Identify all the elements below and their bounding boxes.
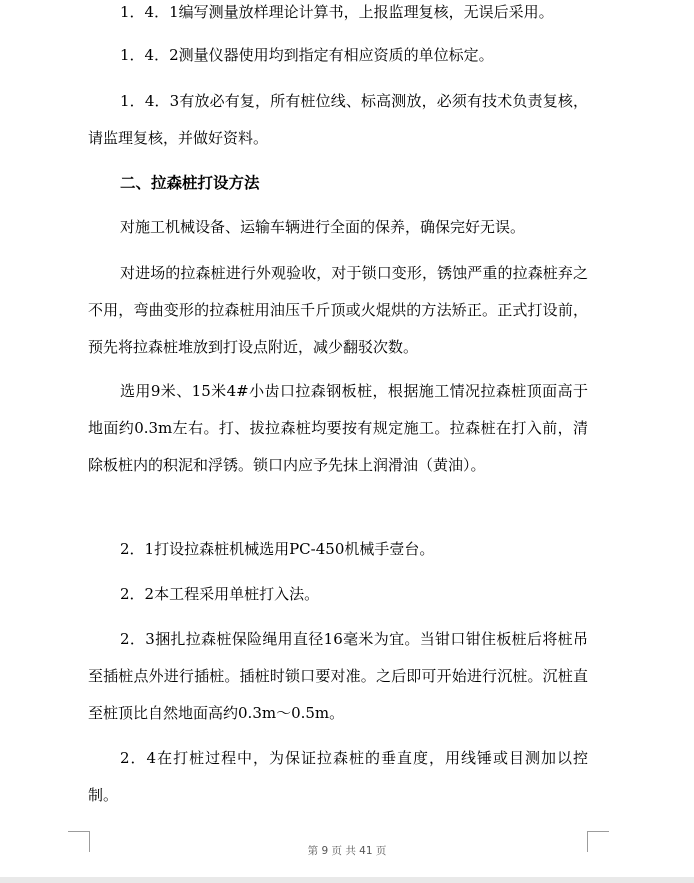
paragraph-2-1: 2．1打设拉森桩机械选用PC-450机械手壹台。 <box>120 540 435 558</box>
paragraph-1-4-3: 1．4．3有放必有复，所有桩位线、标高测放，必须有技术负责复核，请监理复核，并做好资料。 <box>88 92 588 147</box>
paragraph-inspection: 对进场的拉森桩进行外观验收，对于锁口变形，锈蚀严重的拉森桩弃之不用，弯曲变形的拉森桩用油压千斤顶或火焜烘的方法矫正。正式打设前，预先将拉森桩堆放到打设点附近，减少翻驳次数。 <box>88 264 588 356</box>
paragraph-2-3: 2．3捆扎拉森桩保险绳用直径16毫米为宜。当钳口钳住板桩后将桩吊至插桩点外进行插桩。插桩时锁口要对准。之后即可开始进行沉桩。沉桩直至桩顶比自然地面高约0.3m～0.5m。 <box>88 630 588 722</box>
paragraph-selection: 选用9米、15米4#小齿口拉森钢板桩，根据施工情况拉森桩顶面高于地面约0.3m左右。打、拔拉森桩均要按有规定施工。拉森桩在打入前，清除板桩内的积泥和浮锈。锁口内应予先抹上润滑油（黄油）。 <box>88 382 588 474</box>
page-bottom-edge <box>0 877 694 883</box>
paragraph-2-2: 2．2本工程采用单桩打入法。 <box>120 585 320 603</box>
page-number-footer: 第 9 页 共 41 页 <box>307 845 387 857</box>
paragraph-1-4-1: 1．4．1编写测量放样理论计算书，上报监理复核，无误后采用。 <box>120 3 554 21</box>
paragraph-maintenance: 对施工机械设备、运输车辆进行全面的保养，确保完好无误。 <box>120 218 526 236</box>
paragraph-2-4: 2．4在打桩过程中，为保证拉森桩的垂直度，用线锤或目测加以控制。 <box>88 749 588 804</box>
paragraph-1-4-2: 1．4．2测量仪器使用均到指定有相应资质的单位标定。 <box>120 46 494 64</box>
section-heading: 二、拉森桩打设方法 <box>120 173 260 192</box>
